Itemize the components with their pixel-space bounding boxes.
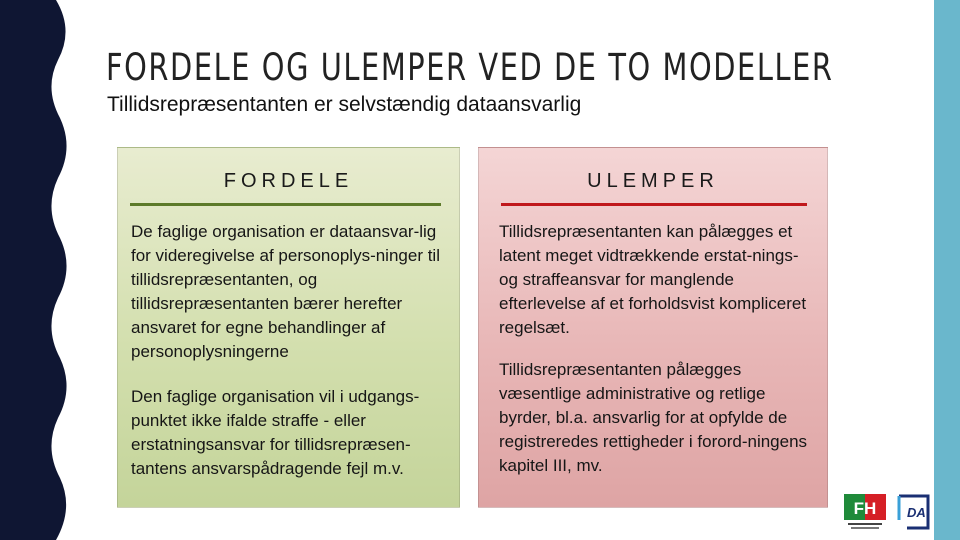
right-decorative-band (934, 0, 960, 540)
cons-paragraph-1: Tillidsrepræsentanten kan pålægges et latent meget vidtrækkende erstat-nings- og straffeansvar for manglende efterlevelse af et forholdsvist kompliceret regelsæt. (499, 222, 807, 337)
pros-heading-rule (130, 203, 441, 206)
da-logo (897, 492, 930, 532)
fh-logo (842, 492, 888, 532)
cons-heading-rule (501, 203, 807, 206)
cons-heading: ULEMPER (587, 170, 719, 192)
cons-paragraph-2: Tillidsrepræsentanten pålægges væsentlige administrative og retlige byrder, bl.a. ansvarlig for at opfylde de registreredes rettigheder i forord-ningens kapitel III, mv. (499, 360, 808, 475)
pros-paragraph-2: Den faglige organisation vil i udgangs-punktet ikke ifalde straffe - eller erstatningsansvar for tillidsrepræsen-tantens ansvarspådragende fejl m.v. (131, 387, 420, 478)
slide-title: FORDELE OG ULEMPER VED DE TO MODELLER (106, 46, 834, 89)
da-logo-text: DA (907, 505, 926, 520)
fh-logo-text: FH (853, 499, 877, 518)
cons-panel (478, 147, 828, 508)
left-decorative-band (0, 0, 70, 540)
slide-subtitle: Tillidsrepræsentanten er selvstændig dataansvarlig (107, 93, 582, 116)
pros-heading: FORDELE (223, 170, 354, 192)
pros-paragraph-1: De faglige organisation er dataansvar-lig for videregivelse af personoplys-ninger til tillidsrepræsentanten, og tillidsrepræsentanten bærer herefter ansvaret for egne behandlinger af personoplysningerne (131, 222, 440, 361)
pros-panel (117, 147, 460, 508)
